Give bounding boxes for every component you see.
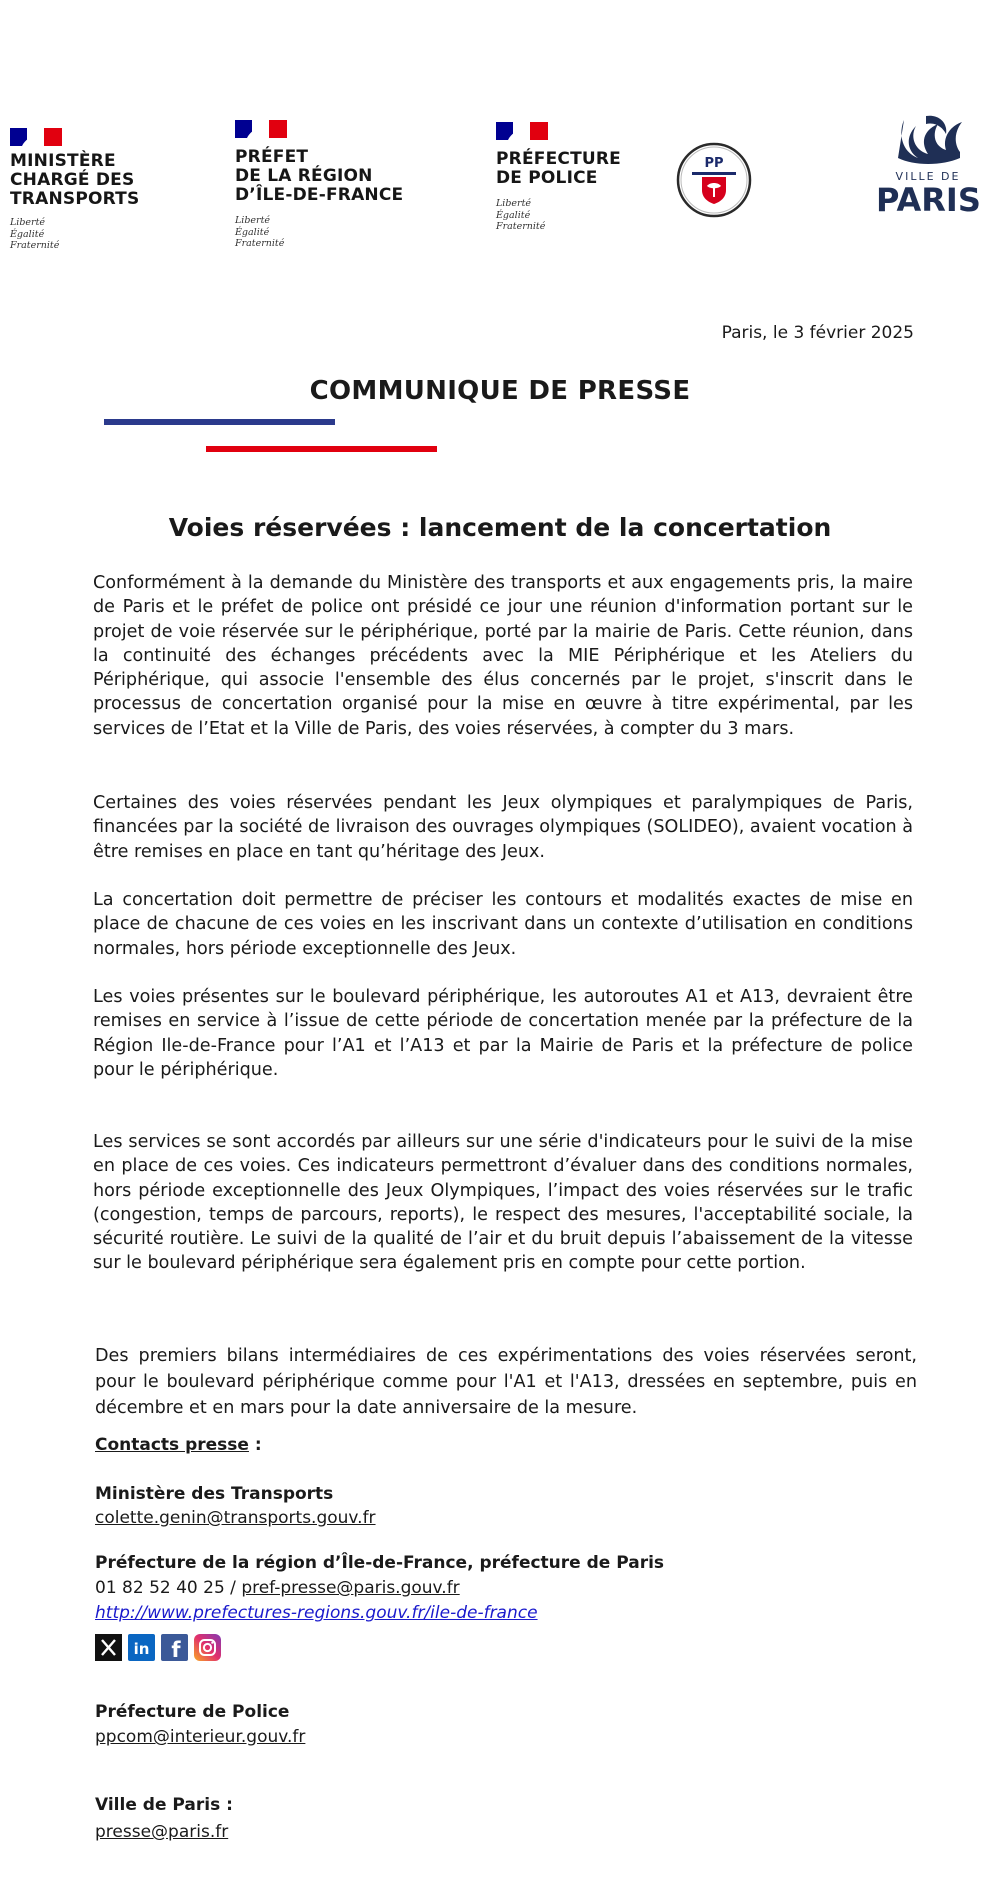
body-paragraph: Conformément à la demande du Ministère des transports et aux engagements pris, la maire de Paris et le préfet de police ont présidé ce jour une réunion d'information portant sur le projet de voie réservée sur le périphérique, porté par la mairie de Paris. Cette réunion, dans la continuité des échanges précédents avec la MIE Périphérique et les Ateliers du Périphérique, qui associe l'ensemble des élus concernés par le projet, s'inscrit dans le processus de concertation organisé pour la mise en œuvre à titre expérimental, par les services de l’Etat et la Ville de Paris, des voies réservées, à compter du 3 mars.: [93, 573, 913, 739]
body-paragraph: La concertation doit permettre de préciser les contours et modalités exactes de mise en place de chacune de ces voies en les inscrivant dans un contexte d’utilisation en conditions normales, hors période exceptionnelle des Jeux.: [93, 890, 913, 959]
prefet-logo-title: PRÉFET DE LA RÉGION D’ÎLE-DE-FRANCE: [235, 147, 404, 205]
x-icon[interactable]: [95, 1634, 122, 1661]
marianne-flag-icon: [496, 122, 548, 140]
linkedin-icon[interactable]: [128, 1634, 155, 1661]
paris-label: PARIS: [876, 181, 981, 219]
marianne-flag-icon: [235, 120, 287, 138]
ministry-logo-title: MINISTÈRE CHARGÉ DES TRANSPORTS: [10, 151, 140, 209]
body-paragraph: Certaines des voies réservées pendant les Jeux olympiques et paralympiques de Paris, financées par la société de livraison des ouvrages olympiques (SOLIDEO), avaient vocation à être remises en place en tant qu’héritage des Jeux.: [93, 793, 913, 862]
marianne-flag-icon: [10, 128, 62, 146]
body-paragraph: Les voies présentes sur le boulevard périphérique, les autoroutes A1 et A13, devraient être remises en service à l’issue de cette période de concertation menée par la préfecture de la Région Ile-de-France pour l’A1 et l’A13 et par la Mairie de Paris et la préfecture de police pour le périphérique.: [93, 987, 913, 1080]
prefecture-police-badge-icon: [676, 142, 752, 218]
svg-text:in: in: [133, 1640, 150, 1658]
decorative-blue-bar: [104, 419, 335, 425]
phone-number: 01 82 52 40 25 /: [95, 1578, 242, 1598]
email-link-prefecture-police[interactable]: ppcom@interieur.gouv.fr: [95, 1727, 306, 1747]
document-date: Paris, le 3 février 2025: [721, 323, 914, 343]
social-links: [95, 1634, 221, 1661]
body-paragraph: Les services se sont accordés par ailleurs sur une série d'indicateurs pour le suivi de la mise en place de ces voies. Ces indicateurs permettront d’évaluer dans des conditions normales, hors période exceptionnelle des Jeux Olympiques, l’impact des voies réservées sur le trafic (congestion, temps de parcours, reports), le respect des mesures, l'acceptabilité sociale, la sécurité routière. Le suivi de la qualité de l’air et du bruit depuis l’abaissement de la vitesse sur le boulevard périphérique sera également pris en compte pour cette portion.: [93, 1132, 913, 1274]
contacts-heading-colon: :: [248, 1435, 262, 1455]
ministry-logo-motto: Liberté Égalité Fraternité: [10, 217, 60, 251]
prefet-logo-motto: Liberté Égalité Fraternité: [235, 215, 285, 249]
email-link-ministere[interactable]: colette.genin@transports.gouv.fr: [95, 1508, 376, 1528]
ville-de-label: VILLE DE: [895, 170, 961, 183]
page-title: COMMUNIQUE DE PRESSE: [309, 376, 691, 406]
contacts-heading: [95, 1435, 262, 1455]
document-subtitle: Voies réservées : lancement de la concertation: [168, 513, 832, 542]
facebook-icon[interactable]: [161, 1634, 188, 1661]
body-paragraph: Des premiers bilans intermédiaires de ces expérimentations des voies réservées seront, pour le boulevard périphérique comme pour l'A1 et l'A13, dressées en septembre, puis en décembre et en mars pour la date anniversaire de la mesure.: [95, 1346, 917, 1418]
website-link[interactable]: http://www.prefectures-regions.gouv.fr/ile-de-france: [95, 1603, 538, 1623]
contact-name-prefecture-police: Préfecture de Police: [95, 1702, 290, 1722]
instagram-icon[interactable]: [194, 1634, 221, 1661]
email-link-ville-paris[interactable]: presse@paris.fr: [95, 1822, 229, 1842]
contact-name-ministere: Ministère des Transports: [95, 1484, 334, 1504]
ville-de-paris-logo: [876, 112, 980, 220]
contact-name-ville-paris: Ville de Paris :: [95, 1795, 233, 1815]
svg-text:PP: PP: [704, 156, 724, 171]
prefecture-police-logo-motto: Liberté Égalité Fraternité: [496, 198, 546, 232]
contacts-heading-label: Contacts presse: [95, 1435, 249, 1455]
prefecture-police-logo-title: PRÉFECTURE DE POLICE: [496, 149, 621, 188]
email-link-prefecture-region[interactable]: pref-presse@paris.gouv.fr: [241, 1578, 460, 1598]
decorative-red-bar: [206, 446, 437, 452]
svg-text:f: f: [171, 1638, 181, 1661]
contact-name-prefecture-region: Préfecture de la région d’Île-de-France, préfecture de Paris: [95, 1553, 665, 1573]
